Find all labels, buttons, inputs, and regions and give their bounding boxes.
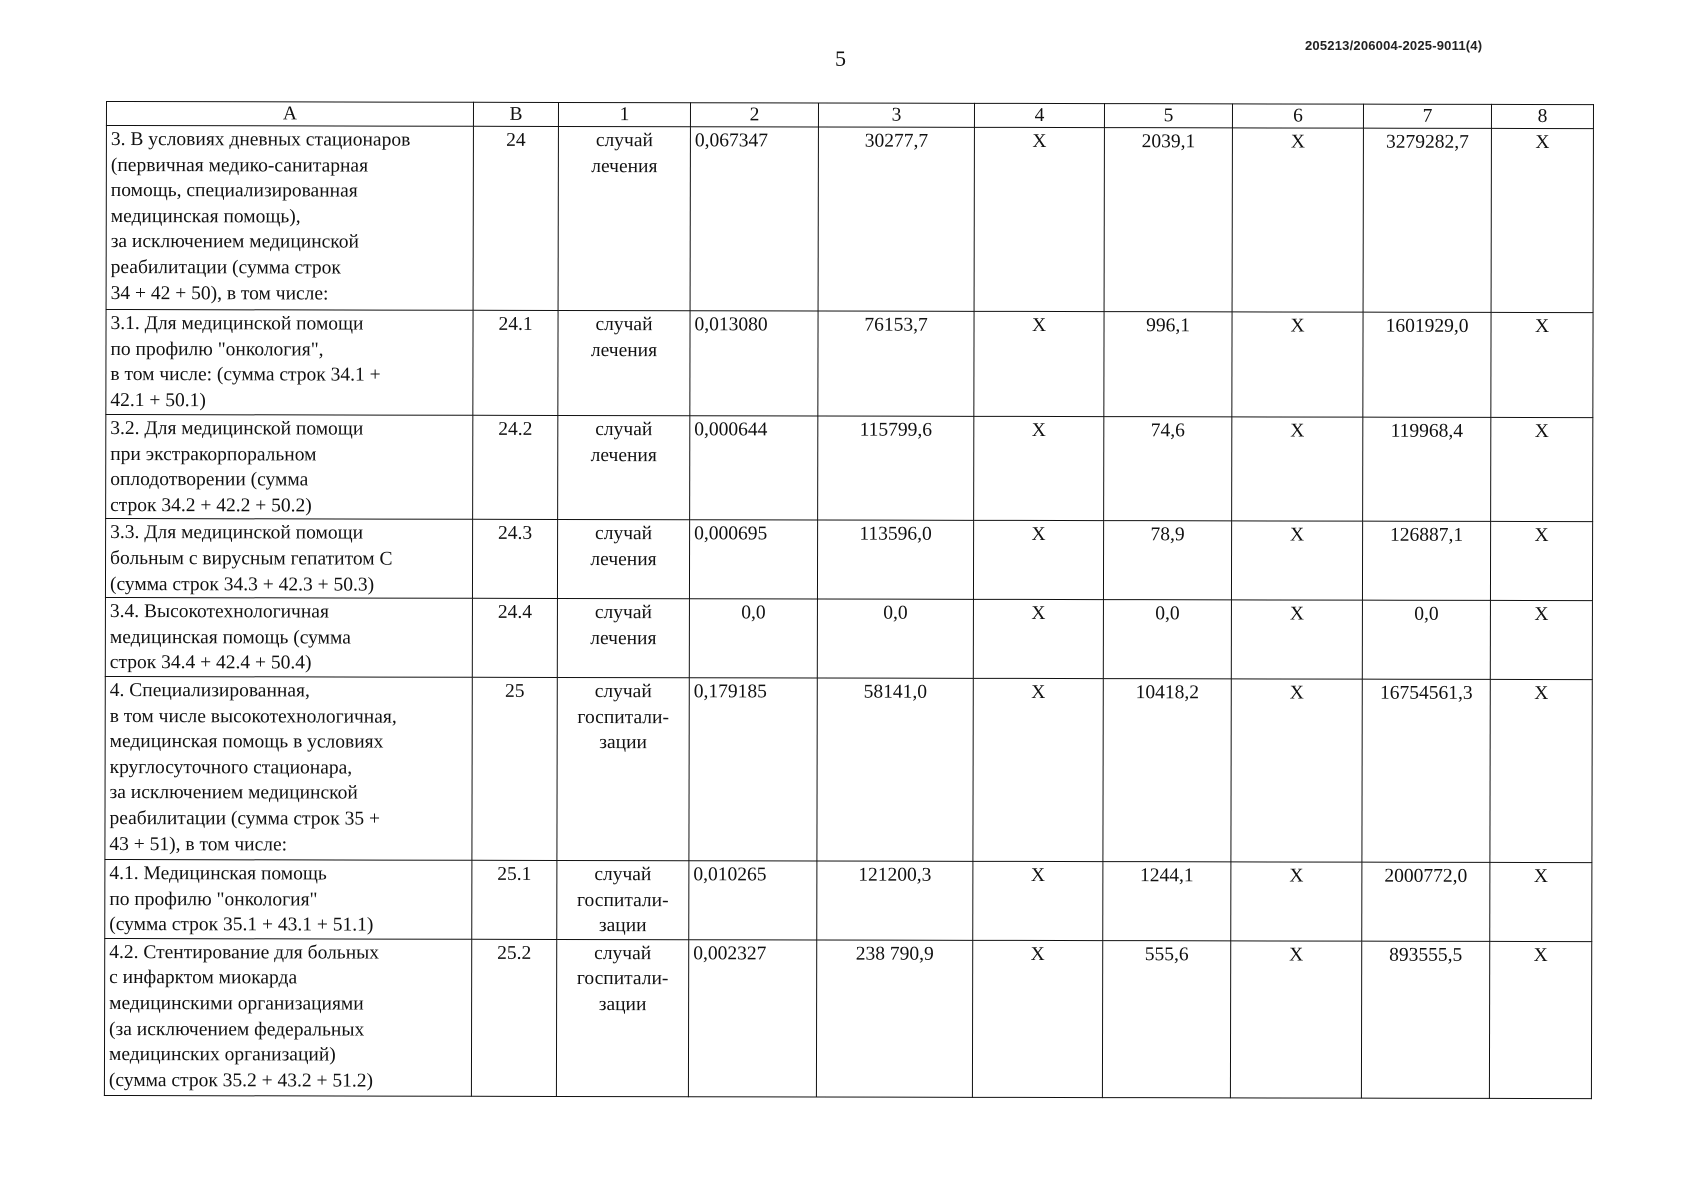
- cell-col-8: Х: [1491, 128, 1593, 312]
- cell-col-4: Х: [973, 861, 1103, 940]
- cell-col-5: 1244,1: [1103, 862, 1231, 941]
- page-number: 5: [835, 46, 846, 71]
- cell-col-5: 555,6: [1102, 940, 1230, 1097]
- cell-col-5: 74,6: [1104, 417, 1232, 522]
- table-row: [106, 415, 1593, 522]
- row-code: 24.3: [472, 520, 557, 599]
- cell-col-7: 1601929,0: [1363, 312, 1491, 417]
- cell-col-8: Х: [1490, 862, 1592, 941]
- table-row: [105, 676, 1592, 862]
- cell-col-3: 76153,7: [818, 311, 974, 416]
- cell-col-7: 0,0: [1362, 600, 1490, 679]
- data-table: [104, 101, 1594, 1099]
- row-unit: случай госпитали- зации: [556, 939, 688, 1096]
- cell-col-5: 996,1: [1104, 312, 1232, 417]
- cell-col-2: 0,000644: [690, 416, 818, 521]
- row-name: 3.4. Высокотехнологичная медицинская помощь (сумма строк 34.4 + 42.4 + 50.4): [105, 598, 472, 678]
- column-header: 7: [1363, 104, 1491, 128]
- cell-col-5: 2039,1: [1104, 128, 1232, 312]
- column-header: A: [106, 102, 473, 127]
- row-code: 24.1: [473, 310, 558, 415]
- cell-col-5: 78,9: [1103, 521, 1231, 600]
- cell-col-8: Х: [1489, 941, 1591, 1098]
- cell-col-8: Х: [1491, 312, 1593, 417]
- cell-col-4: Х: [973, 521, 1103, 600]
- column-header: 6: [1232, 104, 1363, 128]
- cell-col-3: 238 790,9: [816, 940, 972, 1097]
- cell-col-2: 0,013080: [690, 311, 818, 416]
- table-row: [105, 598, 1592, 680]
- row-name: 3. В условиях дневных стационаров (первичная медико-санитарная помощь, специализированная медицинская помощь), за исключением медицинской реабилитации (сумма строк 34 + 42 + 50), в том числе:: [106, 126, 473, 311]
- cell-col-2: 0,179185: [689, 678, 817, 861]
- row-name: 4.2. Стентирование для больных с инфарктом миокарда медицинскими организациями (за исключением федеральных медицинских организаций) (сумма строк 35.2 + 43.2 + 51.2): [104, 938, 471, 1096]
- cell-col-6: Х: [1232, 128, 1363, 312]
- cell-col-6: Х: [1232, 417, 1363, 522]
- cell-col-6: Х: [1232, 312, 1363, 417]
- column-header: B: [473, 102, 558, 126]
- cell-col-6: Х: [1231, 600, 1362, 679]
- cell-col-7: 126887,1: [1362, 522, 1490, 601]
- row-unit: случай лечения: [558, 310, 690, 415]
- column-header: 5: [1104, 104, 1232, 128]
- row-name: 4.1. Медицинская помощь по профилю "онкология" (сумма строк 35.1 + 43.1 + 51.1): [105, 859, 472, 939]
- cell-col-7: 119968,4: [1363, 417, 1491, 522]
- row-unit: случай госпитали- зации: [557, 860, 689, 939]
- cell-col-2: 0,0: [689, 599, 817, 678]
- row-name: 4. Специализированная, в том числе высокотехнологичная, медицинская помощь в условиях круглосуточного стационара, за исключением медицинской реабилитации (сумма строк 35 + 43 + 51), в том числе:: [105, 676, 472, 860]
- cell-col-7: 3279282,7: [1363, 128, 1491, 312]
- column-header: 2: [690, 103, 818, 127]
- cell-col-7: 2000772,0: [1362, 862, 1490, 941]
- cell-col-8: Х: [1490, 679, 1592, 862]
- row-code: 25.1: [472, 860, 557, 939]
- cell-col-5: 10418,2: [1103, 679, 1231, 862]
- cell-col-4: Х: [974, 127, 1104, 311]
- cell-col-5: 0,0: [1103, 600, 1231, 679]
- row-unit: случай лечения: [558, 126, 690, 310]
- table-row: [106, 126, 1593, 313]
- cell-col-4: Х: [973, 599, 1103, 678]
- cell-col-2: 0,067347: [690, 127, 818, 311]
- table-header-row: [106, 102, 1593, 129]
- cell-col-4: Х: [974, 416, 1104, 521]
- cell-col-3: 121200,3: [817, 861, 973, 940]
- row-unit: случай лечения: [557, 599, 689, 678]
- table-row: [105, 519, 1592, 601]
- cell-col-4: Х: [974, 311, 1104, 416]
- cell-col-3: 113596,0: [817, 520, 973, 599]
- row-name: 3.1. Для медицинской помощи по профилю "онкология", в том числе: (сумма строк 34.1 + 42.1 + 50.1): [106, 310, 473, 416]
- cell-col-2: 0,000695: [689, 520, 817, 599]
- cell-col-6: Х: [1230, 941, 1361, 1098]
- table-row: [106, 310, 1593, 418]
- cell-col-8: Х: [1490, 601, 1592, 680]
- row-unit: случай госпитали- зации: [557, 677, 689, 860]
- row-code: 24: [473, 126, 558, 310]
- table-row: [105, 859, 1592, 941]
- cell-col-3: 115799,6: [818, 416, 974, 521]
- column-header: 1: [558, 102, 690, 126]
- row-unit: случай лечения: [557, 520, 689, 599]
- cell-col-8: Х: [1491, 417, 1593, 522]
- cell-col-8: Х: [1490, 522, 1592, 601]
- table-row: [104, 938, 1591, 1098]
- row-unit: случай лечения: [558, 415, 690, 520]
- column-header: 4: [974, 103, 1104, 127]
- row-code: 25: [472, 677, 557, 860]
- cell-col-6: Х: [1231, 862, 1362, 941]
- row-code: 24.2: [473, 415, 558, 520]
- cell-col-3: 30277,7: [818, 127, 974, 311]
- cell-col-2: 0,010265: [689, 861, 817, 940]
- cell-col-3: 58141,0: [817, 678, 973, 861]
- cell-col-4: Х: [972, 940, 1102, 1097]
- cell-col-6: Х: [1231, 679, 1362, 862]
- cell-col-2: 0,002327: [688, 939, 816, 1096]
- cell-col-7: 893555,5: [1361, 941, 1489, 1098]
- column-header: 3: [818, 103, 974, 127]
- row-code: 25.2: [471, 939, 556, 1096]
- cell-col-6: Х: [1231, 521, 1362, 600]
- row-name: 3.3. Для медицинской помощи больным с вирусным гепатитом С (сумма строк 34.3 + 42.3 + 50.3): [105, 519, 472, 599]
- cell-col-4: Х: [973, 678, 1103, 861]
- cell-col-7: 16754561,3: [1362, 679, 1490, 862]
- row-name: 3.2. Для медицинской помощи при экстракорпоральном оплодотворении (сумма строк 34.2 + 42.2 + 50.2): [106, 415, 473, 520]
- document-id: 205213/206004-2025-9011(4): [1305, 38, 1483, 53]
- cell-col-3: 0,0: [817, 599, 973, 678]
- row-code: 24.4: [472, 598, 557, 677]
- column-header: 8: [1491, 104, 1593, 128]
